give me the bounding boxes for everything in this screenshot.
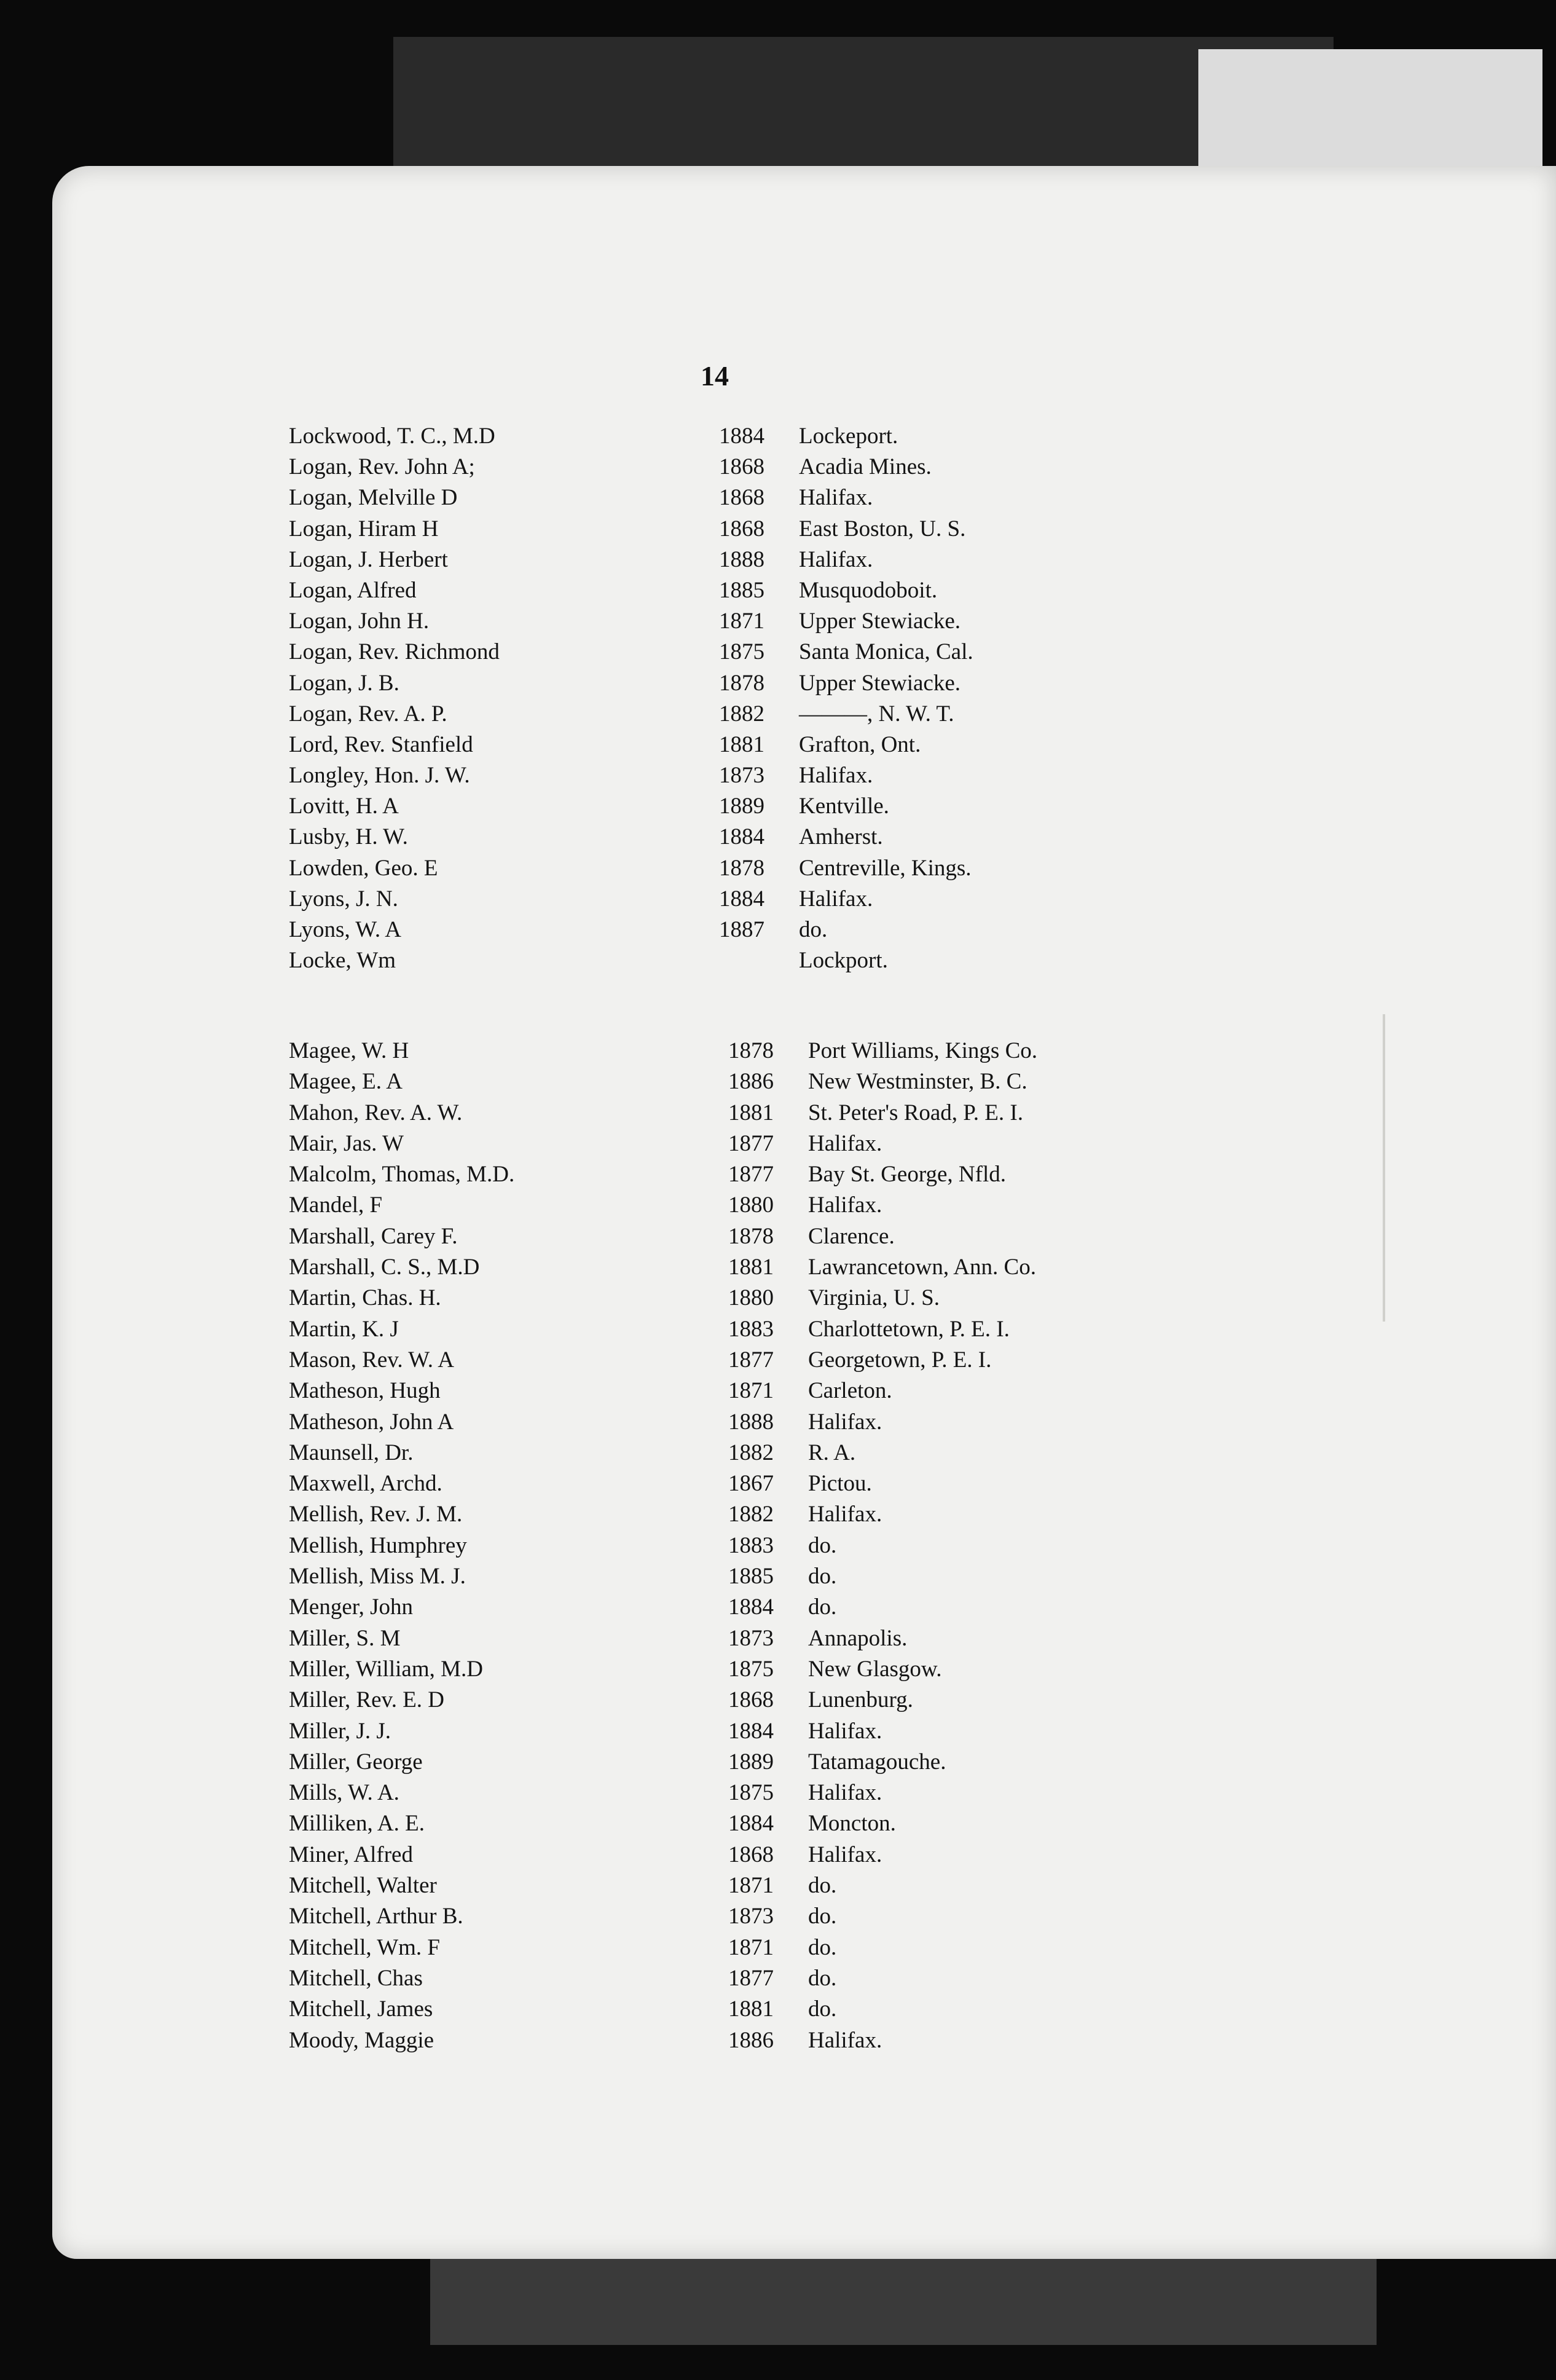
entry-name-leader [289, 1100, 719, 1126]
entry-name-leader [289, 1687, 719, 1713]
entry-name: Lovitt, H. A [289, 794, 401, 819]
entry-name-leader [289, 1130, 719, 1157]
entry-place: Upper Stewiacke. [799, 670, 961, 696]
entry-place: Kentville. [799, 794, 889, 819]
entry-name-leader [289, 1038, 719, 1064]
entry-name: Miller, Rev. E. D [289, 1687, 447, 1712]
entry-place: Halifax. [808, 1409, 882, 1435]
page-number: 14 [701, 360, 729, 392]
entry-name: Logan, J. B. [289, 671, 402, 696]
entry-year: 1886 [728, 1069, 774, 1095]
entry-year: 1873 [728, 1904, 774, 1929]
entry-name: Lyons, W. A [289, 917, 404, 942]
entry-name-leader [289, 1718, 719, 1744]
entry-year: 1873 [728, 1625, 774, 1651]
entry-year: 1878 [728, 1223, 774, 1249]
entry-year: 1889 [719, 794, 764, 819]
entry-name: Lyons, J. N. [289, 886, 401, 912]
entry-name: Logan, Melville D [289, 485, 460, 510]
entry-place: do. [808, 1965, 837, 1991]
entry-year: 1885 [719, 577, 764, 603]
entry-name: Mitchell, Wm. F [289, 1935, 442, 1960]
entry-year: 1875 [728, 1656, 774, 1682]
entry-name: Moody, Maggie [289, 2028, 436, 2053]
entry-name: Logan, Rev. Richmond [289, 639, 502, 664]
entry-place: Halifax. [808, 1780, 882, 1806]
entry-year: 1873 [719, 763, 764, 789]
entry-name-leader [289, 577, 713, 604]
entry-place: Amherst. [799, 824, 883, 850]
entry-place: ———, N. W. T. [799, 701, 954, 727]
entry-year: 1884 [728, 1811, 774, 1837]
entry-name: Logan, Rev. A. P. [289, 701, 450, 727]
entry-year: 1877 [728, 1162, 774, 1188]
entry-place: do. [808, 1594, 837, 1620]
entry-name: Mason, Rev. W. A [289, 1347, 457, 1373]
entry-year: 1871 [728, 1378, 774, 1404]
entry-name: Mellish, Humphrey [289, 1533, 470, 1558]
entry-place: Musquodoboit. [799, 577, 938, 603]
entry-name: Mitchell, Chas [289, 1966, 425, 1991]
book-edge-top [393, 37, 1334, 178]
entry-name: Mitchell, James [289, 1996, 435, 2022]
entry-year: 1888 [719, 546, 764, 572]
entry-name: Locke, Wm [289, 948, 398, 973]
entry-year: 1871 [728, 1934, 774, 1960]
entry-place: Port Williams, Kings Co. [808, 1038, 1037, 1063]
entry-year: 1875 [728, 1780, 774, 1806]
entry-name: Mills, W. A. [289, 1780, 402, 1805]
entry-name: Logan, John H. [289, 609, 431, 634]
entry-place: do. [808, 1873, 837, 1899]
entry-place: Lockeport. [799, 424, 898, 449]
entry-name: Mandel, F [289, 1192, 385, 1218]
entry-name-leader [289, 1347, 719, 1373]
entry-name: Menger, John [289, 1594, 415, 1620]
entry-name-leader [289, 762, 713, 789]
entry-name-leader [289, 1377, 719, 1404]
entry-year: 1883 [728, 1532, 774, 1558]
entry-name-leader [289, 1161, 719, 1188]
entry-place: do. [808, 1996, 837, 2022]
entry-name-leader [289, 1409, 719, 1435]
entry-place: do. [808, 1532, 837, 1558]
entry-place: Tatamagouche. [808, 1749, 946, 1775]
entry-place: Halifax. [808, 1130, 882, 1156]
entry-year: 1881 [728, 1100, 774, 1125]
entry-name: Marshall, C. S., M.D [289, 1255, 482, 1280]
entry-place: R. A. [808, 1440, 856, 1465]
entry-place: Lunenburg. [808, 1687, 913, 1713]
entry-place: Upper Stewiacke. [799, 609, 961, 634]
entry-year: 1881 [728, 1996, 774, 2022]
entry-name: Milliken, A. E. [289, 1811, 427, 1836]
entry-name: Mellish, Miss M. J. [289, 1564, 468, 1589]
entry-name: Matheson, Hugh [289, 1378, 443, 1403]
entry-name-leader [289, 824, 713, 850]
entry-name-leader [289, 1594, 719, 1620]
entry-name-leader [289, 516, 713, 542]
entry-name: Miller, S. M [289, 1626, 403, 1651]
entry-name: Miller, William, M.D [289, 1657, 485, 1682]
entry-place: Virginia, U. S. [808, 1285, 940, 1311]
entry-name-leader [289, 1316, 719, 1342]
entry-place: East Boston, U. S. [799, 516, 966, 542]
entry-name-leader [289, 1810, 719, 1837]
entry-place: Centreville, Kings. [799, 855, 972, 881]
entry-name-leader [289, 1532, 719, 1559]
entry-year: 1867 [728, 1471, 774, 1497]
entry-place: Carleton. [808, 1378, 892, 1404]
entry-name-leader [289, 793, 713, 819]
entry-place: Annapolis. [808, 1625, 908, 1651]
entry-year: 1868 [728, 1842, 774, 1867]
entry-place: Grafton, Ont. [799, 731, 921, 757]
entry-year: 1886 [728, 2027, 774, 2053]
entry-name: Marshall, Carey F. [289, 1224, 460, 1249]
entry-year: 1884 [728, 1594, 774, 1620]
entry-place: Pictou. [808, 1471, 872, 1497]
entry-name: Magee, W. H [289, 1038, 411, 1063]
entry-name-leader [289, 2027, 719, 2054]
entry-place: Halifax. [808, 1842, 882, 1867]
entry-name: Martin, Chas. H. [289, 1285, 444, 1310]
entry-year: 1871 [719, 609, 764, 634]
entry-year: 1881 [728, 1255, 774, 1280]
entry-year: 1880 [728, 1192, 774, 1218]
entry-place: Charlottetown, P. E. I. [808, 1316, 1010, 1342]
entry-name-leader [289, 947, 713, 974]
entry-name: Lord, Rev. Stanfield [289, 732, 476, 757]
entry-name-leader [289, 855, 713, 881]
entry-name: Magee, E. A [289, 1069, 405, 1094]
entry-place: Clarence. [808, 1223, 895, 1249]
entry-year: 1871 [728, 1873, 774, 1899]
entry-name: Lusby, H. W. [289, 824, 411, 849]
entry-year: 1884 [728, 1718, 774, 1744]
entry-place: do. [808, 1564, 837, 1590]
entry-place: Halifax. [808, 1192, 882, 1218]
entry-year: 1884 [719, 886, 764, 912]
entry-name: Logan, Rev. John A; [289, 454, 477, 479]
entry-name: Mahon, Rev. A. W. [289, 1100, 465, 1125]
entry-place: Halifax. [799, 886, 873, 912]
entry-year: 1880 [728, 1285, 774, 1311]
entry-name-leader [289, 1656, 719, 1682]
entry-place: do. [808, 1904, 837, 1929]
entry-name: Maxwell, Archd. [289, 1471, 445, 1496]
entry-place: New Glasgow. [808, 1656, 942, 1682]
entry-name: Logan, Alfred [289, 578, 419, 603]
entry-year: 1881 [719, 731, 764, 757]
entry-name-leader [289, 1501, 719, 1527]
entry-name-leader [289, 1996, 719, 2022]
entry-name-leader [289, 1779, 719, 1806]
entry-name-leader [289, 1563, 719, 1590]
entry-name-leader [289, 1842, 719, 1868]
entry-year: 1882 [728, 1502, 774, 1527]
entry-year: 1878 [728, 1038, 774, 1063]
entry-place: Halifax. [799, 763, 873, 789]
entry-place: Georgetown, P. E. I. [808, 1347, 992, 1373]
entry-place: New Westminster, B. C. [808, 1069, 1028, 1095]
entry-name: Malcolm, Thomas, M.D. [289, 1162, 517, 1187]
entry-name: Miller, George [289, 1749, 425, 1775]
entry-name: Maunsell, Dr. [289, 1440, 415, 1465]
entry-year: 1884 [719, 824, 764, 850]
entry-place: Lawrancetown, Ann. Co. [808, 1255, 1036, 1280]
entry-name-leader [289, 1254, 719, 1280]
entry-place: Halifax. [808, 1718, 882, 1744]
entry-name-leader [289, 546, 713, 573]
entry-name: Mellish, Rev. J. M. [289, 1502, 465, 1527]
entry-place: Bay St. George, Nfld. [808, 1162, 1006, 1188]
entry-year: 1882 [719, 701, 764, 727]
entry-name-leader [289, 1192, 719, 1218]
book-edge-top-right [1198, 49, 1542, 184]
entry-year: 1868 [719, 516, 764, 542]
entry-place: Halifax. [799, 485, 873, 511]
entry-name-leader [289, 1965, 719, 1992]
entry-year: 1878 [719, 670, 764, 696]
entry-name-leader [289, 423, 713, 449]
entry-name-leader [289, 1934, 719, 1961]
entry-name-leader [289, 1285, 719, 1311]
entry-name: Miner, Alfred [289, 1842, 415, 1867]
entry-name-leader [289, 670, 713, 696]
entry-place: do. [808, 1934, 837, 1960]
page-crease [1383, 1014, 1385, 1322]
entry-name-leader [289, 639, 713, 665]
entry-year: 1884 [719, 424, 764, 449]
entry-place: Halifax. [808, 2027, 882, 2053]
entry-year: 1868 [728, 1687, 774, 1713]
entry-name: Matheson, John A [289, 1409, 456, 1435]
entry-year: 1882 [728, 1440, 774, 1465]
entry-place: Halifax. [808, 1502, 882, 1527]
entry-year: 1887 [719, 917, 764, 942]
entry-name-leader [289, 1223, 719, 1250]
entry-name: Logan, J. Herbert [289, 547, 450, 572]
entry-year: 1877 [728, 1130, 774, 1156]
entry-name: Martin, K. J [289, 1317, 401, 1342]
entry-name-leader [289, 916, 713, 943]
entry-place: Halifax. [799, 546, 873, 572]
entry-name-leader [289, 701, 713, 727]
entry-name: Logan, Hiram H [289, 516, 441, 542]
entry-name-leader [289, 1625, 719, 1652]
entry-name: Mair, Jas. W [289, 1131, 406, 1156]
entry-place: Acadia Mines. [799, 454, 932, 480]
entry-name-leader [289, 454, 713, 480]
entry-name: Miller, J. J. [289, 1719, 393, 1744]
entry-name-leader [289, 1440, 719, 1466]
entry-name-leader [289, 886, 713, 912]
entry-year: 1868 [719, 454, 764, 480]
entry-year: 1883 [728, 1316, 774, 1342]
entry-name-leader [289, 608, 713, 634]
entry-name-leader [289, 731, 713, 758]
entry-place: Moncton. [808, 1811, 896, 1837]
entry-name-leader [289, 1903, 719, 1929]
entry-year: 1885 [728, 1564, 774, 1590]
entry-place: do. [799, 917, 828, 942]
entry-name: Lockwood, T. C., M.D [289, 424, 498, 449]
entry-name: Lowden, Geo. E [289, 856, 441, 881]
entry-year: 1875 [719, 639, 764, 665]
entry-year: 1888 [728, 1409, 774, 1435]
entry-year: 1878 [719, 855, 764, 881]
entry-place: St. Peter's Road, P. E. I. [808, 1100, 1023, 1125]
entry-year: 1877 [728, 1347, 774, 1373]
entry-name-leader [289, 484, 713, 511]
entry-year: 1868 [719, 485, 764, 511]
entry-year: 1877 [728, 1965, 774, 1991]
entry-place: Lockport. [799, 948, 888, 974]
entry-name: Longley, Hon. J. W. [289, 763, 473, 788]
entry-year: 1889 [728, 1749, 774, 1775]
entry-name-leader [289, 1872, 719, 1899]
entry-name-leader [289, 1749, 719, 1775]
entry-name: Mitchell, Arthur B. [289, 1904, 466, 1929]
entry-name: Mitchell, Walter [289, 1873, 439, 1898]
entry-name-leader [289, 1068, 719, 1095]
entry-place: Santa Monica, Cal. [799, 639, 973, 665]
entry-name-leader [289, 1470, 719, 1497]
